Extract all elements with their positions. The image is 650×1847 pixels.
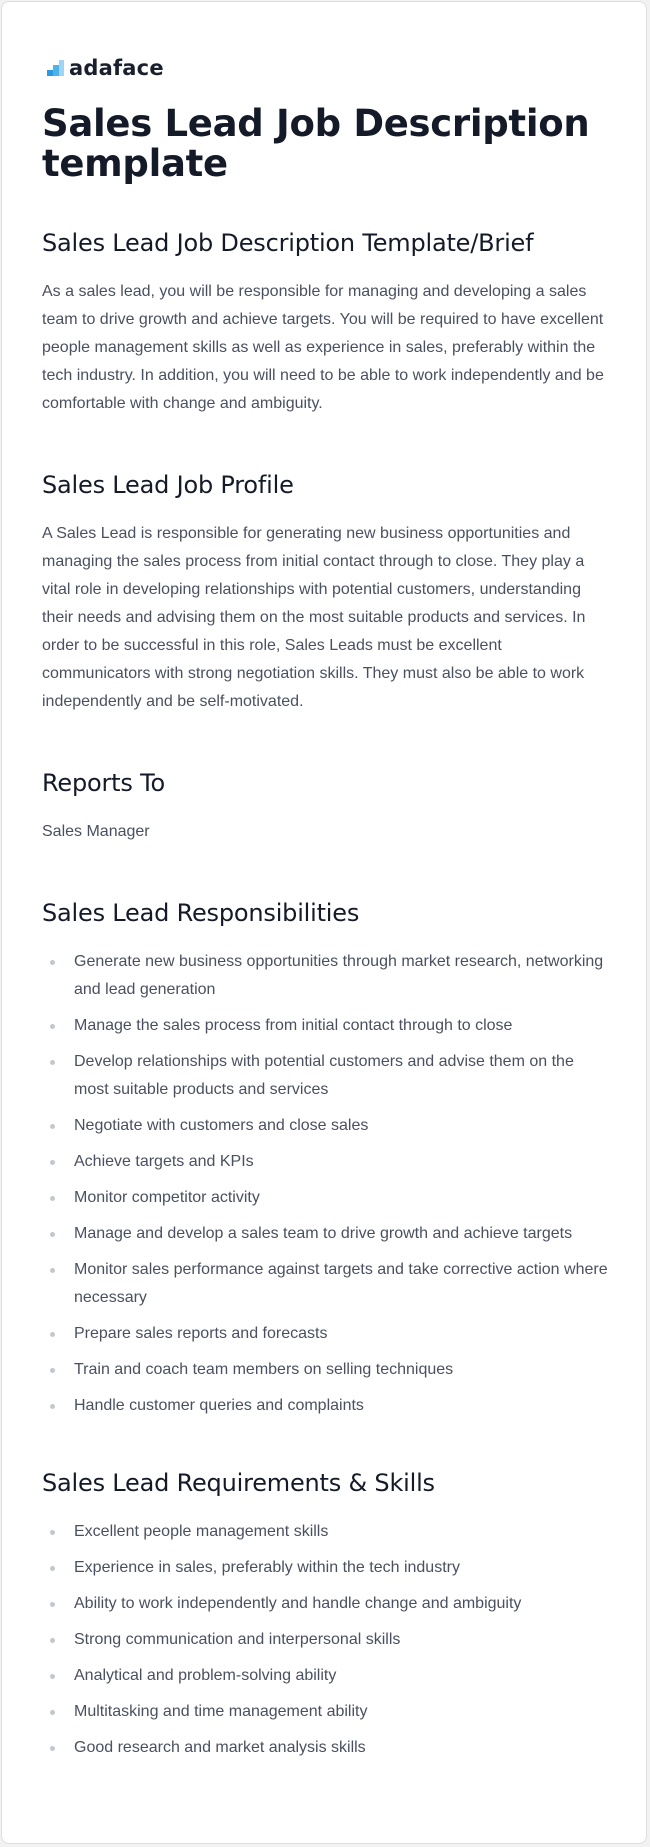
section-reports-to-body: Sales Manager [42, 823, 150, 840]
document-content [42, 52, 612, 1770]
list-item: Generate new business opportunities through market research, networking and lead generation [42, 948, 612, 1004]
brand-logo[interactable] [47, 52, 612, 84]
document-card [1, 1, 647, 1844]
responsibilities-list [42, 948, 612, 1420]
section-responsibilities-heading: Sales Lead Responsibilities [42, 899, 360, 927]
list-item: Train and coach team members on selling techniques [42, 1356, 612, 1384]
requirements-list [42, 1518, 612, 1762]
section-brief-heading: Sales Lead Job Description Template/Brief [42, 229, 534, 257]
list-item: Manage and develop a sales team to drive growth and achieve targets [42, 1220, 612, 1248]
list-item: Prepare sales reports and forecasts [42, 1320, 612, 1348]
list-item: Multitasking and time management ability [42, 1698, 612, 1726]
section-brief [42, 228, 612, 418]
page-title: Sales Lead Job Description template [42, 102, 590, 185]
list-item: Monitor sales performance against targets and take corrective action where necessary [42, 1256, 612, 1312]
section-profile-body: A Sales Lead is responsible for generating new business opportunities and managing the sales process from initial contact through to close. They play a vital role in developing relationships with potential customers, understanding their needs and advising them on the most suitable products and services. In order to be successful in this role, Sales Leads must be excellent communicators with strong negotiation skills. They must also be able to work independently and be self-motivated. [42, 525, 586, 710]
list-item: Strong communication and interpersonal skills [42, 1626, 612, 1654]
section-profile [42, 470, 612, 716]
list-item: Develop relationships with potential customers and advise them on the most suitable products and services [42, 1048, 612, 1104]
list-item: Excellent people management skills [42, 1518, 612, 1546]
section-requirements-heading: Sales Lead Requirements & Skills [42, 1469, 435, 1497]
list-item: Achieve targets and KPIs [42, 1148, 612, 1176]
list-item: Monitor competitor activity [42, 1184, 612, 1212]
list-item: Experience in sales, preferably within the tech industry [42, 1554, 612, 1582]
adaface-logo-icon [47, 60, 65, 76]
section-requirements [42, 1468, 612, 1762]
section-responsibilities [42, 898, 612, 1420]
brand-name: adaface [69, 56, 164, 80]
section-brief-body: As a sales lead, you will be responsible for managing and developing a sales team to drive growth and achieve targets. You will be required to have excellent people management skills as well as experience in sales, preferably within the tech industry. In addition, you will need to be able to work independently and be comfortable with change and ambiguity. [42, 283, 604, 412]
section-reports-to [42, 768, 612, 846]
list-item: Negotiate with customers and close sales [42, 1112, 612, 1140]
list-item: Good research and market analysis skills [42, 1734, 612, 1762]
list-item: Analytical and problem-solving ability [42, 1662, 612, 1690]
section-reports-to-heading: Reports To [42, 769, 165, 797]
section-profile-heading: Sales Lead Job Profile [42, 471, 294, 499]
list-item: Manage the sales process from initial contact through to close [42, 1012, 612, 1040]
list-item: Ability to work independently and handle change and ambiguity [42, 1590, 612, 1618]
list-item: Handle customer queries and complaints [42, 1392, 612, 1420]
